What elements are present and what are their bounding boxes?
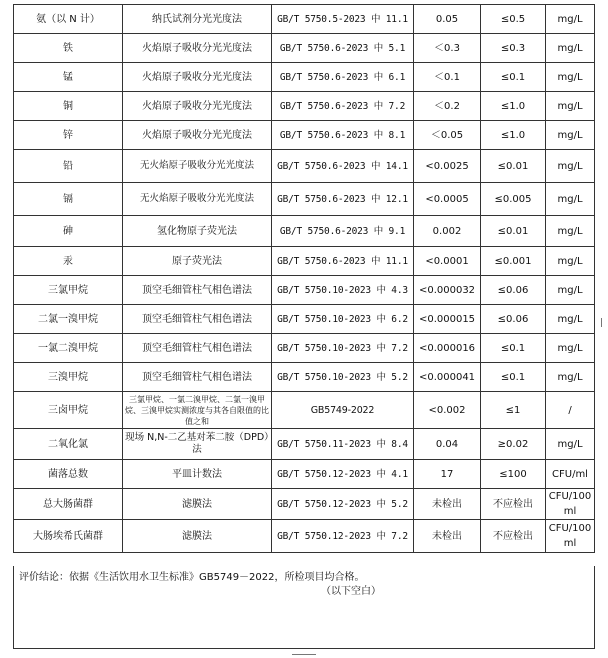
cell-limit: ≤1 xyxy=(481,392,546,429)
cell-limit: ≤1.0 xyxy=(481,92,546,121)
cell-method: 纳氏试剂分光光度法 xyxy=(123,5,272,34)
cell-limit: ≤0.005 xyxy=(481,183,546,216)
cell-unit: mg/L xyxy=(546,216,595,247)
cell-result: ＜0.3 xyxy=(414,34,481,63)
cell-limit: ≥0.02 xyxy=(481,429,546,460)
cell-result: <0.0001 xyxy=(414,247,481,276)
cell-method: 无火焰原子吸收分光光度法 xyxy=(123,183,272,216)
cell-unit: CFU/100 ml xyxy=(546,520,595,553)
cell-limit: ≤0.01 xyxy=(481,150,546,183)
table-row xyxy=(14,429,595,460)
evaluation-conclusion: 评价结论：依据《生活饮用水卫生标准》GB5749－2022，所检项目均合格。 xyxy=(19,572,365,583)
results-table xyxy=(13,4,595,553)
cell-limit: ≤0.1 xyxy=(481,63,546,92)
cell-standard: GB/T 5750.10-2023 中 5.2 xyxy=(272,363,414,392)
cell-result: <0.000015 xyxy=(414,305,481,334)
cell-unit: mg/L xyxy=(546,121,595,150)
cell-unit: CFU/100 ml xyxy=(546,489,595,520)
cell-standard: GB/T 5750.10-2023 中 7.2 xyxy=(272,334,414,363)
cell-limit: ≤0.06 xyxy=(481,276,546,305)
cell-method: 顶空毛细管柱气相色谱法 xyxy=(123,334,272,363)
cell-result: ＜0.05 xyxy=(414,121,481,150)
cell-item: 三溴甲烷 xyxy=(14,363,123,392)
table-row xyxy=(14,63,595,92)
cell-result: 0.04 xyxy=(414,429,481,460)
cell-result: 0.002 xyxy=(414,216,481,247)
cell-item: 镉 xyxy=(14,183,123,216)
table-row xyxy=(14,520,595,553)
cell-method: 氢化物原子荧光法 xyxy=(123,216,272,247)
cell-method: 火焰原子吸收分光光度法 xyxy=(123,63,272,92)
cell-standard: GB5749-2022 xyxy=(272,392,414,429)
cell-standard: GB/T 5750.10-2023 中 4.3 xyxy=(272,276,414,305)
results-table-body xyxy=(14,5,595,553)
cell-unit: mg/L xyxy=(546,429,595,460)
cell-method: 滤膜法 xyxy=(123,520,272,553)
cell-standard: GB/T 5750.6-2023 中 7.2 xyxy=(272,92,414,121)
cell-method: 顶空毛细管柱气相色谱法 xyxy=(123,305,272,334)
cell-standard: GB/T 5750.6-2023 中 11.1 xyxy=(272,247,414,276)
cell-method: 滤膜法 xyxy=(123,489,272,520)
table-row xyxy=(14,392,595,429)
cell-result: <0.002 xyxy=(414,392,481,429)
table-row xyxy=(14,121,595,150)
cell-result: <0.0025 xyxy=(414,150,481,183)
cell-item: 锰 xyxy=(14,63,123,92)
cell-limit: ≤0.1 xyxy=(481,334,546,363)
cell-item: 氨（以 N 计） xyxy=(14,5,123,34)
report-footer xyxy=(13,566,595,649)
cell-method: 顶空毛细管柱气相色谱法 xyxy=(123,363,272,392)
cell-unit: / xyxy=(546,392,595,429)
cell-method: 三氯甲烷、一氯二溴甲烷、二氯一溴甲烷、三溴甲烷实测浓度与其各自限值的比值之和 xyxy=(123,392,272,429)
cell-limit: ≤0.06 xyxy=(481,305,546,334)
cell-standard: GB/T 5750.12-2023 中 7.2 xyxy=(272,520,414,553)
table-row xyxy=(14,334,595,363)
cell-standard: GB/T 5750.6-2023 中 8.1 xyxy=(272,121,414,150)
cell-limit: 不应检出 xyxy=(481,489,546,520)
cell-limit: ≤100 xyxy=(481,460,546,489)
cell-result: <0.000016 xyxy=(414,334,481,363)
cell-unit: mg/L xyxy=(546,305,595,334)
cell-item: 锌 xyxy=(14,121,123,150)
cell-item: 铅 xyxy=(14,150,123,183)
table-row xyxy=(14,363,595,392)
cell-result: <0.0005 xyxy=(414,183,481,216)
cell-unit: mg/L xyxy=(546,334,595,363)
cell-standard: GB/T 5750.6-2023 中 12.1 xyxy=(272,183,414,216)
cell-method: 平皿计数法 xyxy=(123,460,272,489)
cell-item: 二氧化氯 xyxy=(14,429,123,460)
cell-method: 火焰原子吸收分光光度法 xyxy=(123,121,272,150)
cell-unit: CFU/ml xyxy=(546,460,595,489)
cell-unit: mg/L xyxy=(546,247,595,276)
table-row xyxy=(14,216,595,247)
table-row xyxy=(14,305,595,334)
cell-result: <0.000041 xyxy=(414,363,481,392)
cell-standard: GB/T 5750.6-2023 中 9.1 xyxy=(272,216,414,247)
cell-result: 0.05 xyxy=(414,5,481,34)
cell-standard: GB/T 5750.12-2023 中 5.2 xyxy=(272,489,414,520)
cell-standard: GB/T 5750.12-2023 中 4.1 xyxy=(272,460,414,489)
cell-item: 总大肠菌群 xyxy=(14,489,123,520)
cell-method: 顶空毛细管柱气相色谱法 xyxy=(123,276,272,305)
cell-unit: mg/L xyxy=(546,363,595,392)
cell-unit: mg/L xyxy=(546,92,595,121)
cell-item: 汞 xyxy=(14,247,123,276)
table-row xyxy=(14,150,595,183)
cell-unit: mg/L xyxy=(546,34,595,63)
cell-item: 菌落总数 xyxy=(14,460,123,489)
cell-standard: GB/T 5750.6-2023 中 14.1 xyxy=(272,150,414,183)
table-row xyxy=(14,92,595,121)
cell-standard: GB/T 5750.6-2023 中 5.1 xyxy=(272,34,414,63)
cell-unit: mg/L xyxy=(546,183,595,216)
cell-standard: GB/T 5750.11-2023 中 8.4 xyxy=(272,429,414,460)
cell-method: 火焰原子吸收分光光度法 xyxy=(123,92,272,121)
cell-unit: mg/L xyxy=(546,5,595,34)
cell-unit: mg/L xyxy=(546,150,595,183)
cell-item: 一氯二溴甲烷 xyxy=(14,334,123,363)
cell-limit: 不应检出 xyxy=(481,520,546,553)
cell-item: 三卤甲烷 xyxy=(14,392,123,429)
cell-item: 三氯甲烷 xyxy=(14,276,123,305)
cell-limit: ≤1.0 xyxy=(481,121,546,150)
cell-limit: ≤0.001 xyxy=(481,247,546,276)
cell-unit: mg/L xyxy=(546,63,595,92)
cell-standard: GB/T 5750.6-2023 中 6.1 xyxy=(272,63,414,92)
cell-limit: ≤0.01 xyxy=(481,216,546,247)
cell-method: 现场 N,N-二乙基对苯二胺（DPD）法 xyxy=(123,429,272,460)
cell-result: ＜0.1 xyxy=(414,63,481,92)
cell-method: 无火焰原子吸收分光光度法 xyxy=(123,150,272,183)
table-row xyxy=(14,489,595,520)
page-margin-mark xyxy=(601,318,602,327)
cell-unit: mg/L xyxy=(546,276,595,305)
cell-item: 砷 xyxy=(14,216,123,247)
cell-standard: GB/T 5750.10-2023 中 6.2 xyxy=(272,305,414,334)
cell-result: 未检出 xyxy=(414,520,481,553)
cell-method: 火焰原子吸收分光光度法 xyxy=(123,34,272,63)
cell-method: 原子荧光法 xyxy=(123,247,272,276)
table-row xyxy=(14,183,595,216)
table-row xyxy=(14,34,595,63)
cell-item: 铜 xyxy=(14,92,123,121)
table-row xyxy=(14,276,595,305)
cell-item: 大肠埃希氏菌群 xyxy=(14,520,123,553)
cell-result: 未检出 xyxy=(414,489,481,520)
cell-limit: ≤0.5 xyxy=(481,5,546,34)
table-row xyxy=(14,247,595,276)
cell-limit: ≤0.3 xyxy=(481,34,546,63)
table-row xyxy=(14,5,595,34)
cell-result: 17 xyxy=(414,460,481,489)
table-row xyxy=(14,460,595,489)
blank-below-note: （以下空白） xyxy=(321,586,381,597)
page-margin-mark-bottom xyxy=(292,654,316,655)
cell-limit: ≤0.1 xyxy=(481,363,546,392)
cell-result: ＜0.2 xyxy=(414,92,481,121)
cell-item: 二氯一溴甲烷 xyxy=(14,305,123,334)
cell-standard: GB/T 5750.5-2023 中 11.1 xyxy=(272,5,414,34)
cell-result: <0.000032 xyxy=(414,276,481,305)
cell-item: 铁 xyxy=(14,34,123,63)
